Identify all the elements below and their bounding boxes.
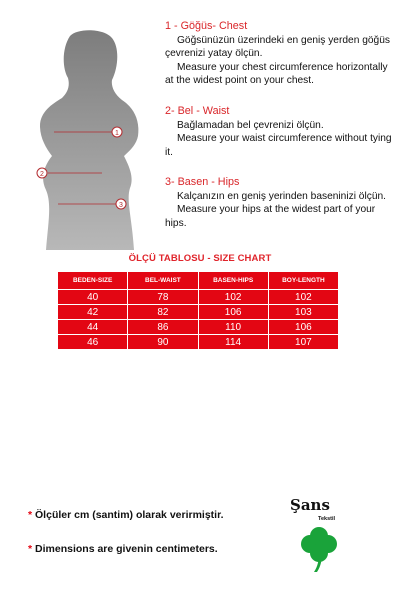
cell-length: 106 — [268, 320, 338, 335]
cell-length: 103 — [268, 305, 338, 320]
waist-heading: 2- Bel - Waist — [165, 105, 230, 117]
clover-icon — [288, 496, 358, 572]
note-star: * — [28, 543, 33, 555]
header-hips: BASEN-HIPS — [198, 272, 268, 290]
measure-marker-1 — [112, 127, 122, 137]
cell-size: 44 — [58, 320, 128, 335]
units-note-tr — [28, 509, 224, 521]
measure-marker-3 — [116, 199, 126, 209]
size-chart-table — [57, 271, 339, 350]
header-waist: BEL-WAIST — [128, 272, 198, 290]
brand-logo-subtitle: Tekstil — [318, 516, 336, 522]
chest-text-tr: Göğsünüzün üzerindeki en geniş yerden göğüs çevrenizi yatay ölçün. — [165, 34, 390, 59]
header-size: BEDEN-SIZE — [58, 272, 128, 290]
size-chart-title: ÖLÇÜ TABLOSU - SIZE CHART — [128, 253, 272, 264]
cell-hips: 114 — [198, 335, 268, 350]
cell-hips: 102 — [198, 290, 268, 305]
cell-size: 42 — [58, 305, 128, 320]
chest-heading: 1 - Göğüs- Chest — [165, 20, 248, 32]
note-text: Ölçüler cm (santim) olarak verirmiştir. — [35, 509, 224, 521]
table-row — [58, 335, 339, 350]
table-header-row — [58, 272, 339, 290]
waist-text-tr: Bağlamadan bel çevrenizi ölçün. — [177, 119, 324, 131]
waist-text-en: Measure your waist circumference without tying it. — [165, 133, 392, 158]
cell-waist: 86 — [128, 320, 198, 335]
note-text: Dimensions are givenin centimeters. — [35, 543, 218, 555]
chest-text-en: Measure your chest circumference horizontally at the widest point on your chest. — [165, 61, 388, 86]
cell-size: 40 — [58, 290, 128, 305]
hips-instructions — [165, 176, 395, 230]
chest-instructions — [165, 20, 395, 88]
cell-hips: 106 — [198, 305, 268, 320]
brand-logo-word: Şans — [290, 496, 330, 514]
measure-marker-2 — [37, 168, 47, 178]
marker-label-2: 2 — [40, 170, 44, 178]
hips-heading: 3- Basen - Hips — [165, 176, 240, 188]
hips-text-en: Measure your hips at the widest part of your hips. — [165, 204, 376, 229]
cell-size: 46 — [58, 335, 128, 350]
table-row — [58, 320, 339, 335]
marker-label-3: 3 — [119, 201, 123, 209]
table-row — [58, 290, 339, 305]
header-length: BOY-LENGTH — [268, 272, 338, 290]
cell-length: 107 — [268, 335, 338, 350]
cell-hips: 110 — [198, 320, 268, 335]
cell-length: 102 — [268, 290, 338, 305]
cell-waist: 82 — [128, 305, 198, 320]
table-row — [58, 305, 339, 320]
body-silhouette-figure — [22, 28, 157, 250]
cell-waist: 90 — [128, 335, 198, 350]
waist-instructions — [165, 105, 395, 159]
units-note-en — [28, 543, 218, 555]
hips-text-tr: Kalçanızın en geniş yerinden baseninizi ölçün. — [177, 190, 386, 202]
cell-waist: 78 — [128, 290, 198, 305]
note-star: * — [28, 509, 33, 521]
marker-label-1: 1 — [115, 129, 119, 137]
